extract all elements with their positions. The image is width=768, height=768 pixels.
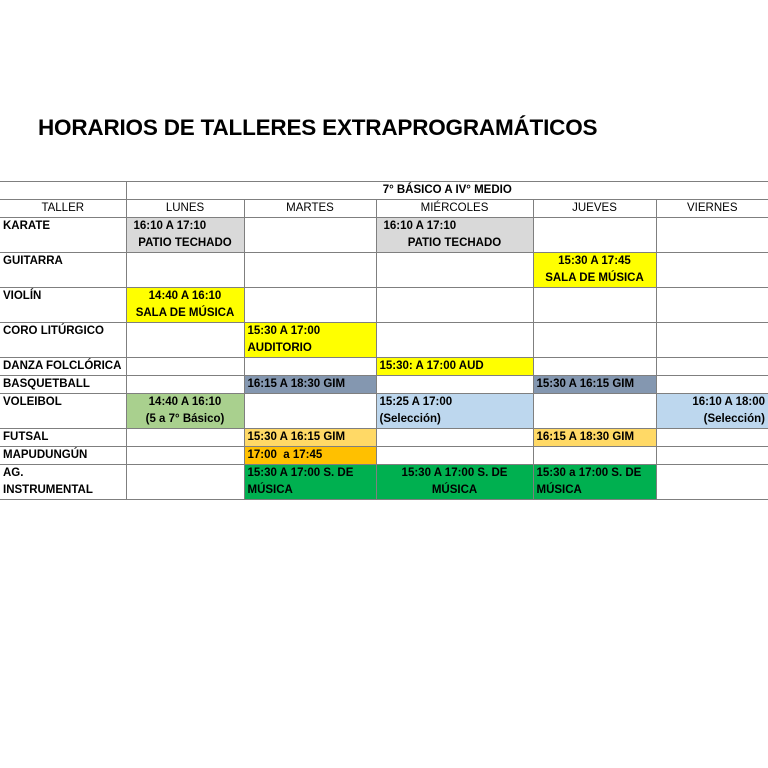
empty-cell <box>126 376 244 394</box>
table-row <box>0 218 768 253</box>
table-row <box>0 358 768 376</box>
empty-cell <box>656 429 768 447</box>
slot-danza-miercoles: 15:30: A 17:00 AUD <box>376 358 533 376</box>
workshop-karate: KARATE <box>0 218 126 253</box>
slot-time: 14:40 A 16:10 <box>148 396 222 408</box>
slot-place: MÚSICA <box>247 484 293 496</box>
table-row <box>0 429 768 447</box>
slot-karate-lunes <box>126 218 244 253</box>
empty-cell <box>533 447 656 465</box>
table-row <box>0 288 768 323</box>
slot-voleibol-miercoles <box>376 394 533 429</box>
slot-voleibol-lunes <box>126 394 244 429</box>
slot-karate-miercoles <box>376 218 533 253</box>
workshop-danza: DANZA FOLCLÓRICA <box>0 358 126 376</box>
empty-cell <box>656 358 768 376</box>
header-martes: MARTES <box>244 200 376 218</box>
empty-cell <box>656 253 768 288</box>
slot-note: (Selección) <box>703 413 765 425</box>
slot-guitarra-jueves <box>533 253 656 288</box>
slot-violin-lunes <box>126 288 244 323</box>
empty-cell <box>126 465 244 500</box>
table-row <box>0 465 768 500</box>
empty-cell <box>376 323 533 358</box>
slot-mapudungun-martes: 17:00 a 17:45 <box>244 447 376 465</box>
empty-cell <box>376 253 533 288</box>
slot-time: 16:10 A 17:10 <box>133 220 207 232</box>
workshop-coro: CORO LITÚRGICO <box>0 323 126 358</box>
header-viernes: VIERNES <box>656 200 768 218</box>
slot-coro-martes <box>244 323 376 358</box>
slot-place: PATIO TECHADO <box>138 237 232 249</box>
slot-note: (5 a 7° Básico) <box>145 413 225 425</box>
empty-cell <box>376 447 533 465</box>
workshop-name-line: INSTRUMENTAL <box>3 484 93 496</box>
table-row <box>0 253 768 288</box>
empty-cell <box>244 358 376 376</box>
empty-cell <box>656 447 768 465</box>
workshop-futsal: FUTSAL <box>0 429 126 447</box>
header-taller: TALLER <box>0 200 126 218</box>
workshop-ag-instrumental <box>0 465 126 500</box>
slot-futsal-martes: 15:30 A 16:15 GIM <box>244 429 376 447</box>
slot-time: 14:40 A 16:10 <box>148 290 222 302</box>
empty-cell <box>533 218 656 253</box>
slot-place: SALA DE MÚSICA <box>135 307 235 319</box>
header-miercoles: MIÉRCOLES <box>376 200 533 218</box>
slot-time: 16:10 A 18:00 <box>692 396 765 408</box>
schedule-table <box>0 181 768 500</box>
empty-cell <box>376 288 533 323</box>
empty-cell <box>126 429 244 447</box>
empty-cell <box>126 358 244 376</box>
empty-cell <box>533 288 656 323</box>
empty-cell <box>656 323 768 358</box>
header-jueves: JUEVES <box>533 200 656 218</box>
page-title: HORARIOS DE TALLERES EXTRAPROGRAMÁTICOS <box>38 115 598 140</box>
empty-cell <box>126 323 244 358</box>
slot-time: 15:30 A 17:45 <box>558 255 631 267</box>
empty-cell <box>244 253 376 288</box>
empty-cell <box>656 465 768 500</box>
workshop-name-line: AG. <box>3 467 24 479</box>
slot-time: 15:30 A 17:00 <box>247 325 321 337</box>
empty-cell <box>533 323 656 358</box>
slot-voleibol-viernes <box>656 394 768 429</box>
workshop-voleibol: VOLEIBOL <box>0 394 126 429</box>
slot-time: 15:30 A 17:00 S. DE <box>247 467 354 479</box>
slot-place: AUDITORIO <box>247 342 312 354</box>
workshop-basquetball: BASQUETBALL <box>0 376 126 394</box>
slot-place: SALA DE MÚSICA <box>545 272 644 284</box>
slot-place: MÚSICA <box>431 484 478 496</box>
empty-cell <box>126 253 244 288</box>
slot-basquetball-jueves: 15:30 A 16:15 GIM <box>533 376 656 394</box>
slot-ag-martes <box>244 465 376 500</box>
slot-basquetball-martes: 16:15 A 18:30 GIM <box>244 376 376 394</box>
empty-cell <box>376 429 533 447</box>
slot-time: 16:10 A 17:10 <box>383 220 457 232</box>
workshop-mapudungun: MAPUDUNGÚN <box>0 447 126 465</box>
empty-cell <box>656 376 768 394</box>
header-lunes: LUNES <box>126 200 244 218</box>
empty-cell <box>376 376 533 394</box>
table-row <box>0 376 768 394</box>
slot-place: PATIO TECHADO <box>407 237 502 249</box>
slot-place: MÚSICA <box>536 484 582 496</box>
slot-time: 15:30 A 17:00 S. DE <box>401 467 508 479</box>
header-row <box>0 200 768 218</box>
table-row <box>0 447 768 465</box>
empty-cell <box>533 358 656 376</box>
slot-time: 15:25 A 17:00 <box>379 396 453 408</box>
grade-banner: 7° BÁSICO A IV° MEDIO <box>126 182 768 200</box>
banner-row <box>0 182 768 200</box>
workshop-guitarra: GUITARRA <box>0 253 126 288</box>
table-row <box>0 394 768 429</box>
empty-cell <box>244 394 376 429</box>
workshop-violin: VIOLÍN <box>0 288 126 323</box>
slot-time: 15:30 a 17:00 S. DE <box>536 467 642 479</box>
empty-cell <box>656 218 768 253</box>
empty-cell <box>656 288 768 323</box>
slot-futsal-jueves: 16:15 A 18:30 GIM <box>533 429 656 447</box>
empty-cell <box>126 447 244 465</box>
slot-ag-jueves <box>533 465 656 500</box>
slot-ag-miercoles <box>376 465 533 500</box>
slot-note: (Selección) <box>379 413 441 425</box>
empty-cell <box>244 218 376 253</box>
empty-cell <box>244 288 376 323</box>
table-row <box>0 323 768 358</box>
empty-cell <box>533 394 656 429</box>
